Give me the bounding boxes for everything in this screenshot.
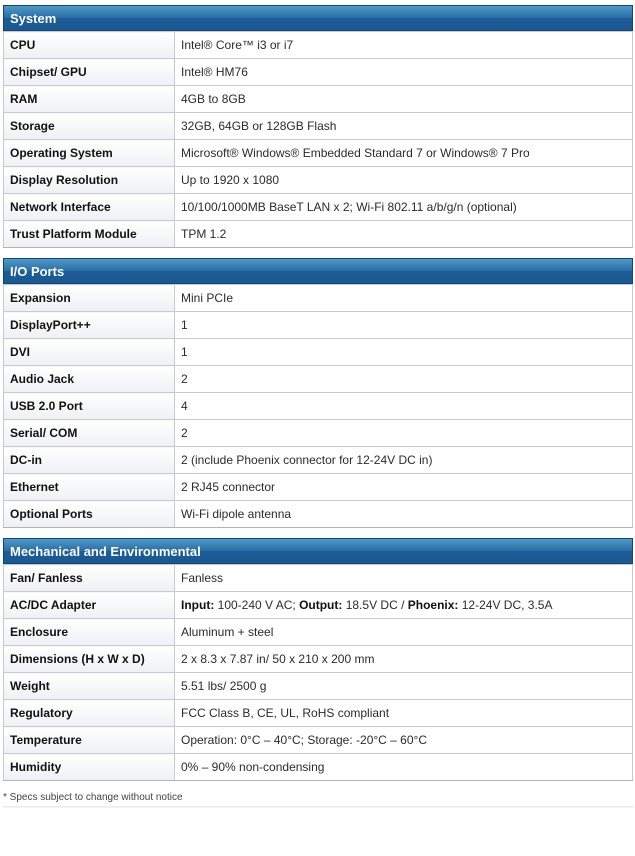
footnote: * Specs subject to change without notice [3, 792, 183, 803]
spec-sheet [3, 5, 633, 808]
spec-value: FCC Class B, CE, UL, RoHS compliant [175, 700, 633, 727]
spec-label: DisplayPort++ [4, 312, 175, 339]
table-row [4, 366, 633, 393]
table-row [4, 420, 633, 447]
spec-label: Display Resolution [4, 167, 175, 194]
section-header: Mechanical and Environmental [3, 538, 633, 564]
spec-value: Mini PCIe [175, 285, 633, 312]
table-row [4, 59, 633, 86]
spec-label: Regulatory [4, 700, 175, 727]
phoenix-value: 12-24V DC, 3.5A [458, 598, 553, 612]
section-header: System [3, 5, 633, 31]
spec-label: CPU [4, 32, 175, 59]
spec-table [3, 31, 633, 248]
spec-label: Chipset/ GPU [4, 59, 175, 86]
spec-value: 32GB, 64GB or 128GB Flash [175, 113, 633, 140]
spec-label: Network Interface [4, 194, 175, 221]
input-label: Input: [181, 598, 215, 612]
phoenix-label: Phoenix: [407, 598, 459, 612]
table-row [4, 565, 633, 592]
spec-value: 2 RJ45 connector [175, 474, 633, 501]
spec-label: Operating System [4, 140, 175, 167]
spec-value: Intel® Core™ i3 or i7 [175, 32, 633, 59]
spec-value: 10/100/1000MB BaseT LAN x 2; Wi-Fi 802.11 a/b/g/n (optional) [175, 194, 633, 221]
spec-value: Operation: 0°C – 40°C; Storage: -20°C – 60°C [175, 727, 633, 754]
table-row [4, 86, 633, 113]
section-mechanical-environmental [3, 538, 633, 781]
spec-label: Ethernet [4, 474, 175, 501]
spec-label: Dimensions (H x W x D) [4, 646, 175, 673]
spec-label: Expansion [4, 285, 175, 312]
table-row [4, 339, 633, 366]
section-system [3, 5, 633, 248]
table-row [4, 312, 633, 339]
table-row [4, 447, 633, 474]
output-value: 18.5V DC / [342, 598, 408, 612]
spec-label: Trust Platform Module [4, 221, 175, 248]
spec-label: Enclosure [4, 619, 175, 646]
spec-value: 4 [175, 393, 633, 420]
spec-value: Wi-Fi dipole antenna [175, 501, 633, 528]
spec-value: 2 x 8.3 x 7.87 in/ 50 x 210 x 200 mm [175, 646, 633, 673]
spec-label: Optional Ports [4, 501, 175, 528]
table-row [4, 727, 633, 754]
table-row [4, 501, 633, 528]
table-row [4, 32, 633, 59]
table-row [4, 619, 633, 646]
table-row [4, 700, 633, 727]
spec-value: Aluminum + steel [175, 619, 633, 646]
spec-value: 2 (include Phoenix connector for 12-24V DC in) [175, 447, 633, 474]
spec-table [3, 284, 633, 528]
spec-value: Microsoft® Windows® Embedded Standard 7 or Windows® 7 Pro [175, 140, 633, 167]
spec-label: Serial/ COM [4, 420, 175, 447]
table-row [4, 393, 633, 420]
spec-label: DVI [4, 339, 175, 366]
section-io-ports [3, 258, 633, 528]
spec-value: 4GB to 8GB [175, 86, 633, 113]
table-row [4, 194, 633, 221]
spec-value: 2 [175, 420, 633, 447]
table-row [4, 673, 633, 700]
table-row [4, 221, 633, 248]
table-row [4, 592, 633, 619]
spec-table [3, 564, 633, 781]
spec-label: AC/DC Adapter [4, 592, 175, 619]
section-header: I/O Ports [3, 258, 633, 284]
spec-value: 0% – 90% non-condensing [175, 754, 633, 781]
table-row [4, 754, 633, 781]
table-row [4, 167, 633, 194]
spec-value: 1 [175, 339, 633, 366]
spec-label: USB 2.0 Port [4, 393, 175, 420]
spec-label: Audio Jack [4, 366, 175, 393]
spec-value: 1 [175, 312, 633, 339]
spec-label: Fan/ Fanless [4, 565, 175, 592]
table-row [4, 140, 633, 167]
table-row [4, 474, 633, 501]
spec-label: RAM [4, 86, 175, 113]
spec-value: 5.51 lbs/ 2500 g [175, 673, 633, 700]
spec-value: TPM 1.2 [175, 221, 633, 248]
input-value: 100-240 V AC; [214, 598, 300, 612]
spec-label: Humidity [4, 754, 175, 781]
spec-label: DC-in [4, 447, 175, 474]
table-row [4, 285, 633, 312]
output-label: Output: [299, 598, 343, 612]
spec-value [175, 592, 633, 619]
spec-value: Up to 1920 x 1080 [175, 167, 633, 194]
table-row [4, 646, 633, 673]
table-row [4, 113, 633, 140]
spec-value: 2 [175, 366, 633, 393]
spec-value: Intel® HM76 [175, 59, 633, 86]
spec-label: Temperature [4, 727, 175, 754]
spec-label: Storage [4, 113, 175, 140]
spec-value: Fanless [175, 565, 633, 592]
divider [3, 806, 633, 808]
spec-label: Weight [4, 673, 175, 700]
